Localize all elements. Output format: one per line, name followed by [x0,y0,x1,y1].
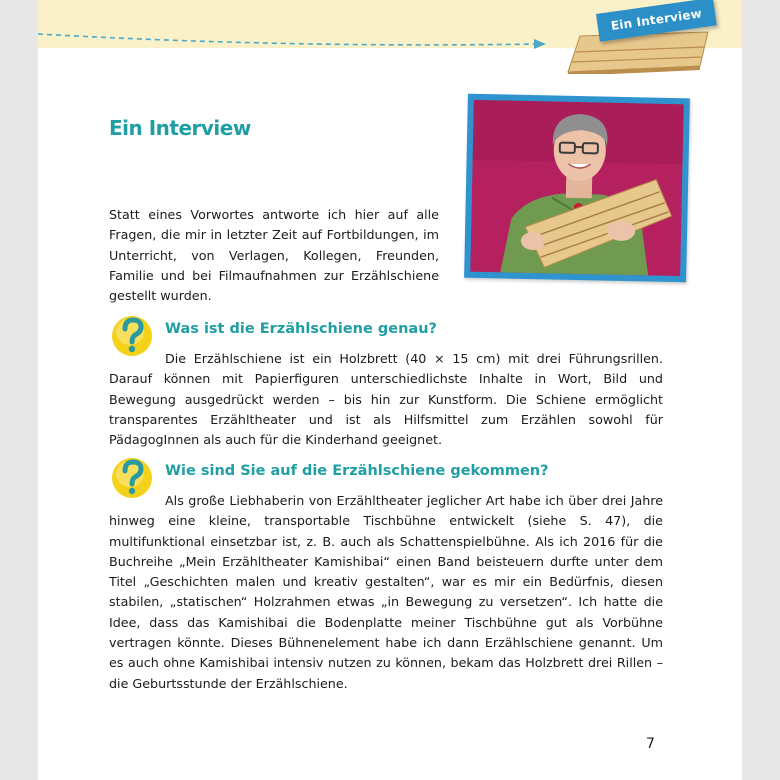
book-page [38,0,742,780]
wooden-board-icon [562,30,712,74]
dashed-arrow-icon [38,26,598,56]
question-heading-1: Was ist die Erzählschiene genau? [165,321,437,337]
answer-text-1: Die Erzählschiene ist ein Holzbrett (40 × 15 cm) mit drei Führungsrillen. Darauf können mit Papierfiguren unterschiedlichste Inhalte in Wort, Bild und Bewegung ausgedrückt werden – bis hin zur Kunstform. Die Schiene ermöglicht transparentes Erzähltheater und ist als Hilfsmittel zum Erzählen sowohl für PädagogInnen als auch für die Kinderhand geeignet. [109,351,663,448]
section-tab [550,0,734,86]
intro-paragraph: Statt eines Vorwortes antworte ich hier auf alle Fragen, die mir in letzter Zeit auf Fortbildungen, im Unterricht, von Verlagen, Kollegen, Freunden, Familie und bei Filmaufnahmen zur Erzählschiene gestellt wurden. [109,207,439,304]
section-tab-label: Ein Interview [596,0,717,42]
portrait-photo [470,100,684,276]
question-heading-2: Wie sind Sie auf die Erzählschiene gekommen? [165,463,549,479]
photo-frame [464,94,690,283]
answer-text-2: Als große Liebhaberin von Erzähltheater jeglicher Art habe ich über drei Jahre hinweg eine kleine, transportable Tischbühne entwickelt (siehe S. 47), die multifunktional einsetzbar ist, z. B. auch als Schattenspielbühne. Als ich 2016 für die Buchreihe „Mein Erzähltheater Kamishibai“ einen Band beisteuern durfte unter dem Titel „Geschichten malen und kreativ gestalten“, war es mir ein Bedürfnis, diesen stabilen, „statischen“ Holzrahmen etwas „in Bewegung zu versetzen“. Ich hatte die Idee, dass das Kamishibai die Bodenplatte meiner Tischbühne gut als Vorbühne vertragen könnte. Dieses Bühnenelement habe ich dann Erzählschiene genannt. Um es auch ohne Kamishibai intensiv nutzen zu können, bekam das Holzbrett drei Rillen – die Geburtsstunde der Erzählschiene. [109,493,663,691]
answer-paragraph-2 [109,491,663,694]
page-title: Ein Interview [109,116,251,140]
page-number: 7 [646,736,655,752]
answer-paragraph-1 [109,349,663,450]
